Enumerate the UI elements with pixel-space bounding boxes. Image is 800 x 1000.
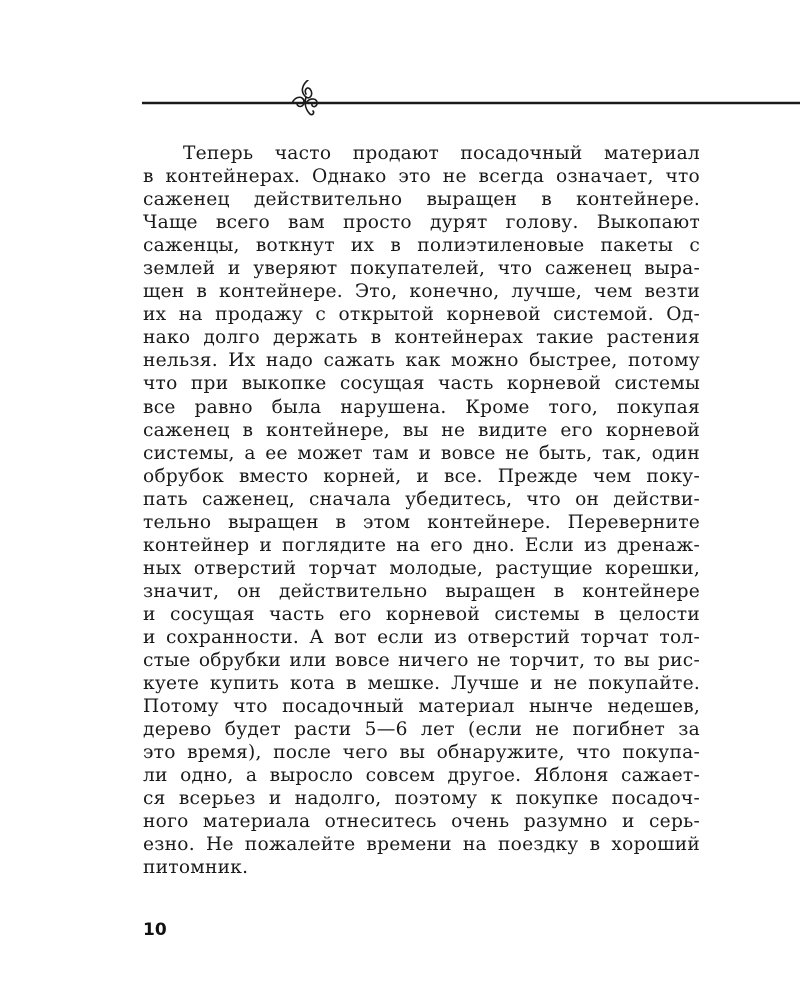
text-line: саженец действительно выращен в контейнере. (143, 189, 700, 211)
text-line: ся всерьез и надолго, поэтому к покупке посадоч- (143, 788, 700, 810)
text-line: куете купить кота в мешке. Лучше и не покупайте. (143, 673, 700, 695)
text-line: пать саженец, сначала убедитесь, что он действи- (143, 488, 700, 510)
page-number: 10 (143, 920, 167, 940)
text-line: их на продажу с открытой корневой системой. Од- (143, 304, 700, 326)
text-line: это время), после чего вы обнаружите, что покупа- (143, 742, 700, 764)
text-line: Теперь часто продают посадочный материал (183, 143, 700, 164)
text-line: значит, он действительно выращен в контейнере (143, 580, 700, 602)
text-line: ли одно, а выросло совсем другое. Яблоня сажает- (143, 765, 700, 787)
text-line: ных отверстий торчат молодые, растущие корешки, (143, 557, 700, 579)
text-line: обрубок вместо корней, и все. Прежде чем поку- (143, 465, 700, 487)
text-line: ного материала отнеситесь очень разумно и серь- (143, 811, 700, 833)
text-line: в контейнерах. Однако это не всегда означает, что (143, 166, 700, 188)
text-line: нако долго держать в контейнерах такие растения (143, 327, 700, 349)
text-line: питомник. (143, 857, 249, 879)
text-line: что при выкопке сосущая часть корневой системы (143, 373, 700, 395)
text-line: щен в контейнере. Это, конечно, лучше, чем везти (143, 281, 700, 303)
text-line: саженец в контейнере, вы не видите его корневой (143, 419, 700, 441)
body-paragraph (143, 142, 700, 880)
text-line: Чаще всего вам просто дурят голову. Выкопают (143, 212, 700, 234)
text-line: нельзя. Их надо сажать как можно быстрее, потому (143, 350, 700, 372)
text-line: тельно выращен в этом контейнере. Переверните (143, 511, 700, 533)
text-line: езно. Не пожалейте времени на поездку в хороший (143, 834, 700, 856)
text-line: стые обрубки или вовсе ничего не торчит, то вы рис- (143, 650, 700, 672)
header-rule-ornament (142, 80, 800, 120)
text-line: контейнер и поглядите на его дно. Если из дренаж- (143, 534, 700, 556)
text-line: дерево будет расти 5—6 лет (если не погибнет за (143, 719, 700, 741)
text-line: и сосущая часть его корневой системы в целости (143, 603, 700, 625)
text-line: все равно была нарушена. Кроме того, покупая (143, 396, 700, 418)
text-line: Потому что посадочный материал нынче недешев, (143, 696, 700, 718)
text-line: саженцы, воткнут их в полиэтиленовые пакеты с (143, 235, 700, 257)
text-line: землей и уверяют покупателей, что саженец выра- (143, 258, 700, 280)
text-line: системы, а ее может там и вовсе не быть, так, один (143, 442, 700, 464)
flourish-icon (292, 80, 317, 115)
text-line: и сохранности. А вот если из отверстий торчат тол- (143, 626, 700, 648)
